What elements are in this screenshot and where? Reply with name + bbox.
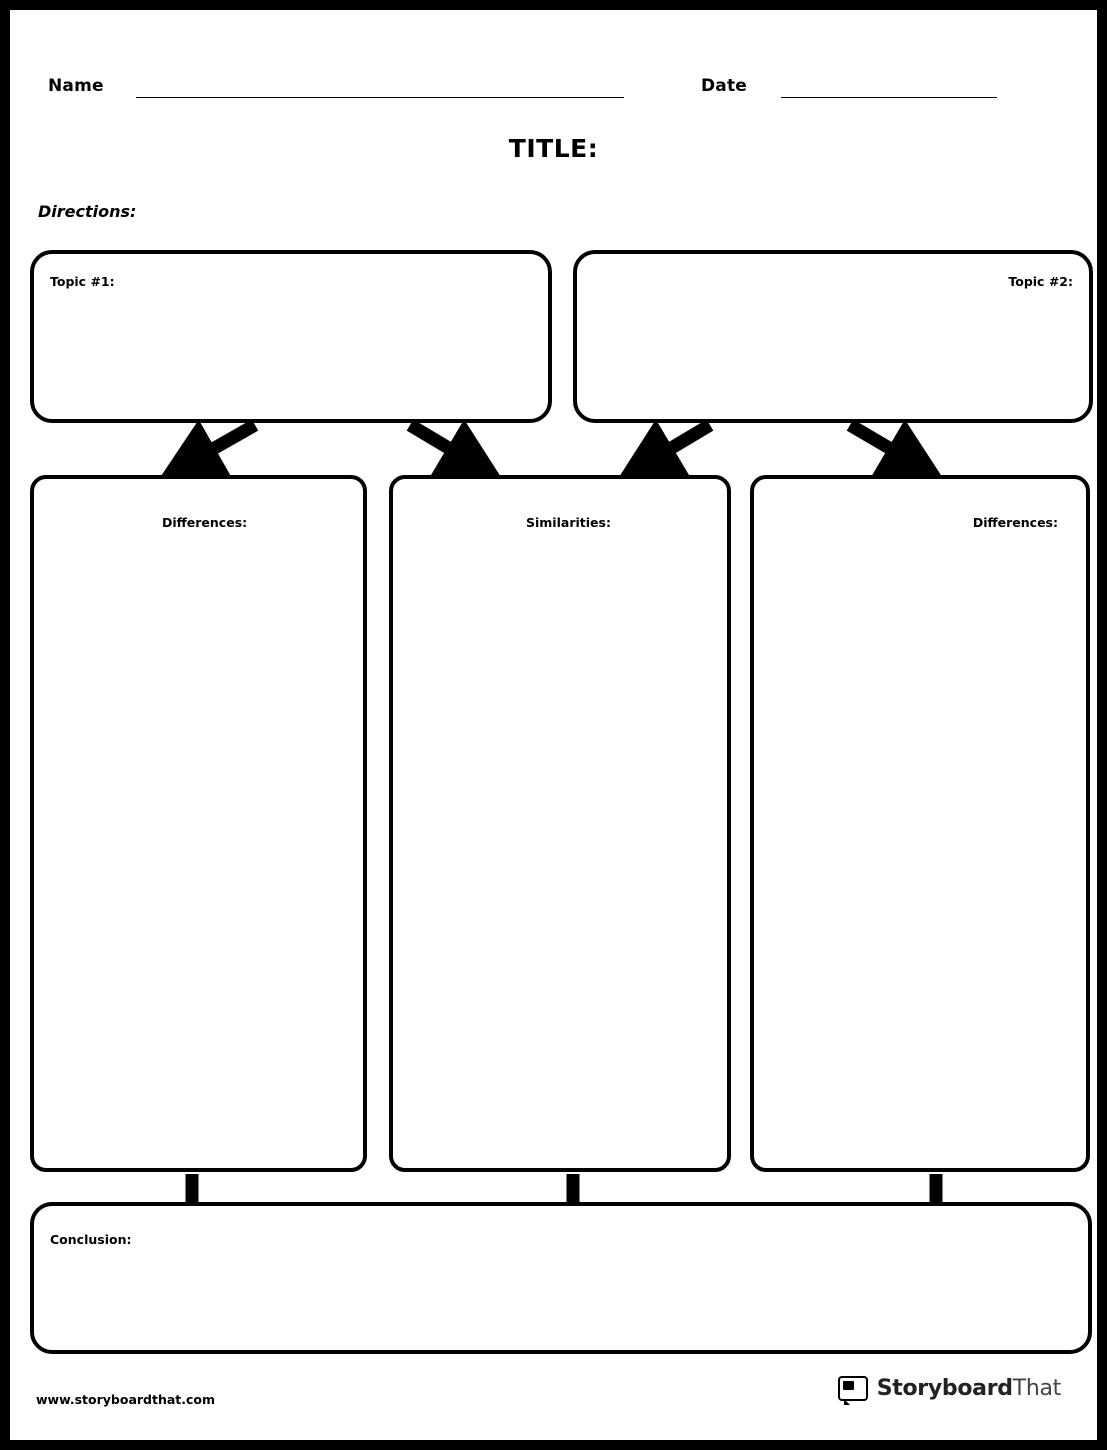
topic-1-box[interactable] [30,250,552,423]
name-label: Name [48,76,104,96]
date-label: Date [701,76,748,96]
brand-logo [838,1376,1061,1401]
footer-url[interactable]: www.storyboardthat.com [36,1392,216,1407]
differences-left-box[interactable] [30,475,367,1172]
similarities-box[interactable] [389,475,731,1172]
brand-text-light: That [1012,1376,1061,1401]
topic-2-label: Topic #2: [1008,274,1073,289]
differences-left-label: Differences: [162,515,248,530]
conclusion-label: Conclusion: [50,1232,132,1247]
differences-right-box[interactable] [750,475,1090,1172]
directions-label: Directions: [38,202,137,221]
name-input-line[interactable] [136,97,624,98]
date-input-line[interactable] [781,97,997,98]
speech-bubble-icon [838,1376,868,1401]
page-title: TITLE: [508,134,599,163]
similarities-label: Similarities: [526,515,611,530]
conclusion-box[interactable] [30,1202,1092,1354]
topic-1-label: Topic #1: [50,274,115,289]
brand-text-bold: Storyboard [876,1376,1013,1401]
header-fields [48,72,1058,102]
worksheet-sheet [10,10,1097,1440]
brand-text [877,1376,1061,1401]
topic-2-box[interactable] [573,250,1093,423]
differences-right-label: Differences: [972,515,1058,530]
